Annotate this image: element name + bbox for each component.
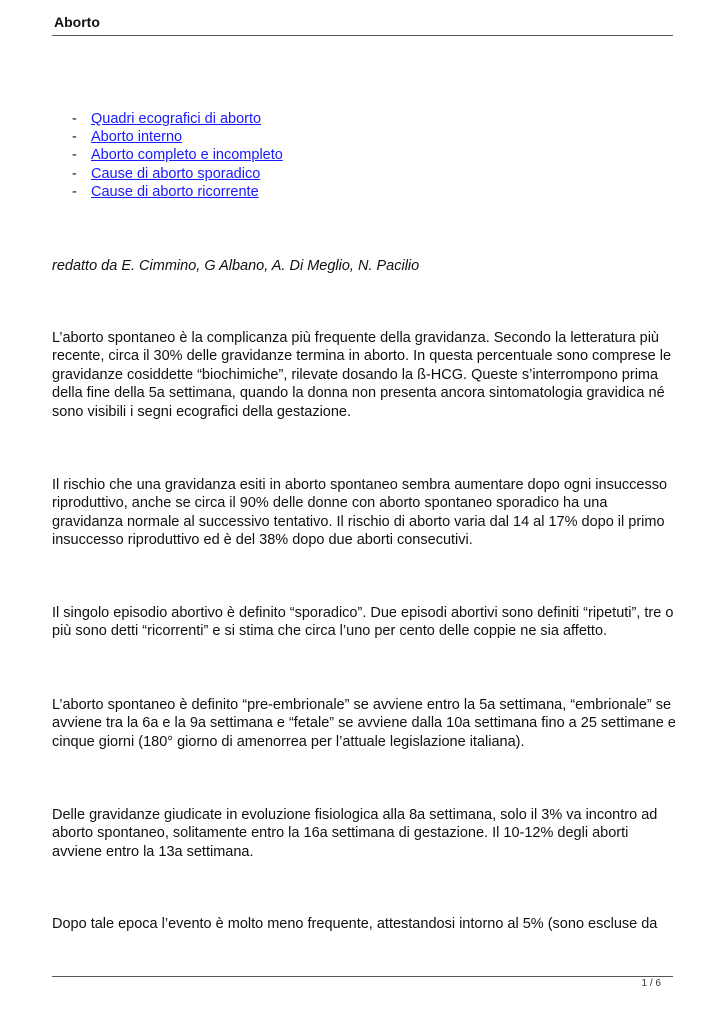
paragraph-classification: L’aborto spontaneo è definito “pre-embrionale” se avviene entro la 5a settimana, “embrionale” se avviene tra la 6a e la 9a settimana e “fetale” se avviene dalla 10a settimana fino a 25 settimane e cinque giorni (180° giorno di amenorrea per l’attuale legislazione italiana). [52, 697, 676, 750]
paragraph-late: Dopo tale epoca l’evento è molto meno frequente, attestandosi intorno al 5% (sono escluse da [52, 916, 658, 932]
paragraph-intro: L’aborto spontaneo è la complicanza più frequente della gravidanza. Secondo la letteratura più recente, circa il 30% delle gravidanze termina in aborto. In questa percentuale sono comprese le gravidanze cosiddette “biochimiche”, rilevate dosando la ß-HCG. Queste s’interrompono prima della fine della 5a settimana, quando la donna non presenta ancora sintomatologia gravidica né sono visibili i segni ecografici della gestazione. [52, 330, 672, 420]
toc-link-quadri-ecografici[interactable]: Quadri ecografici di aborto [91, 111, 262, 127]
toc-item [72, 110, 283, 128]
toc-item [72, 146, 283, 164]
paragraph-definitions: Il singolo episodio abortivo è definito “sporadico”. Due episodi abortivi sono definiti “ripetuti”, tre o più sono detti “ricorrenti” e si stima che circa l’uno per cento delle coppie ne sia affetto. [52, 605, 674, 640]
page-header-title: Aborto [54, 14, 100, 30]
page-number: 1 / 6 [641, 978, 661, 989]
toc-link-cause-ricorrente[interactable]: Cause di aborto ricorrente [91, 183, 259, 200]
toc-item [72, 183, 283, 201]
paragraph-incidence: Delle gravidanze giudicate in evoluzione fisiologica alla 8a settimana, solo il 3% va incontro ad aborto spontaneo, solitamente entro la 16a settimana di gestazione. Il 10-12% degli aborti avviene entro la 13a settimana. [52, 807, 658, 860]
toc-item [72, 128, 283, 146]
footer-divider [52, 976, 673, 977]
toc-bullet: - [72, 111, 77, 127]
toc-bullet: - [72, 129, 77, 146]
toc-item [72, 165, 283, 183]
toc-link-cause-sporadico[interactable]: Cause di aborto sporadico [91, 165, 261, 182]
toc-bullet: - [72, 183, 77, 200]
paragraph-risk: Il rischio che una gravidanza esiti in aborto spontaneo sembra aumentare dopo ogni insuccesso riproduttivo, anche se circa il 90% delle donne con aborto spontaneo sporadico ha una gravidanza normale al successivo tentativo. Il rischio di aborto varia dal 14 al 17% dopo il primo insuccesso riproduttivo ed è del 38% dopo due aborti consecutivi. [52, 477, 668, 549]
header-divider [52, 35, 673, 36]
toc-bullet: - [72, 147, 77, 164]
toc-bullet: - [72, 165, 77, 182]
toc-link-aborto-completo[interactable]: Aborto completo e incompleto [91, 147, 283, 164]
author-byline: redatto da E. Cimmino, G Albano, A. Di Meglio, N. Pacilio [52, 258, 420, 274]
toc-link-aborto-interno[interactable]: Aborto interno [91, 129, 183, 146]
table-of-contents [72, 110, 283, 201]
